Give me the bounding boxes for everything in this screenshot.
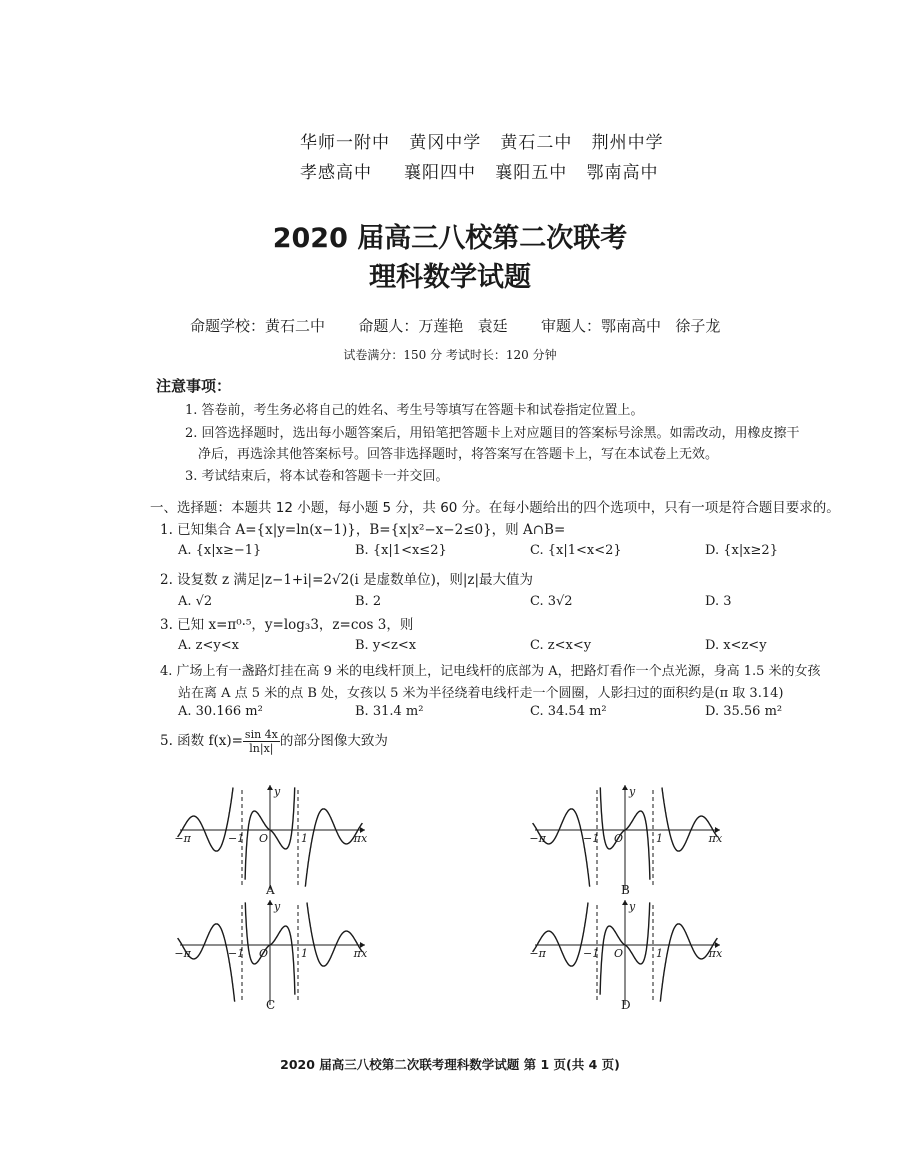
school-row-1: 华师一附中 黄冈中学 黄石二中 荆州中学 [300, 133, 664, 153]
graph-caption: C [266, 998, 276, 1012]
origin-label: O [259, 947, 269, 960]
graph-b [530, 785, 730, 899]
q1-option-d: D. {x|x≥2} [705, 543, 778, 558]
q2-option-c: C. 3√2 [530, 594, 573, 609]
q4-option-d: D. 35.56 m² [705, 704, 783, 719]
q2-option-d: D. 3 [705, 594, 732, 609]
section-heading: 一、选择题：本题共 12 小题，每小题 5 分，共 60 分。在每小题给出的四个选项中，只有一项是符合题目要求的。 [150, 500, 840, 516]
one-label: 1 [656, 947, 663, 960]
graph-caption: B [621, 883, 630, 897]
q5-suffix: 的部分图像大致为 [279, 733, 388, 749]
notice-heading: 注意事项： [156, 377, 232, 395]
q4-option-a: A. 30.166 m² [178, 704, 263, 719]
graph-c [175, 900, 375, 1014]
graph-caption: A [266, 883, 275, 897]
x-axis-label: x [361, 832, 368, 845]
exam-subtitle: 理科数学试题 [369, 262, 531, 293]
q5-prefix: 5. 函数 f(x)= [160, 733, 243, 749]
y-arrow-icon [622, 900, 628, 905]
q3-option-d: D. x<z<y [705, 638, 767, 653]
y-axis-label: y [629, 900, 636, 913]
y-arrow-icon [267, 785, 273, 790]
school-row-2: 孝感高中 襄阳四中 襄阳五中 鄂南高中 [300, 163, 659, 183]
neg-pi-label: −π [529, 832, 546, 845]
q1-option-a: A. {x|x≥−1} [178, 543, 262, 558]
exam-meta: 试卷满分：150 分 考试时长：120 分钟 [343, 348, 557, 362]
neg-one-label: −1 [228, 832, 245, 845]
one-label: 1 [656, 832, 663, 845]
question-4-stem-line1: 4. 广场上有一盏路灯挂在高 9 米的电线杆顶上，记电线杆的底部为 A，把路灯看作一个点光源，身高 1.5 米的女孩 [160, 664, 821, 679]
neg-one-label: −1 [228, 947, 245, 960]
graph-svg [530, 900, 730, 1010]
pi-label: π [353, 832, 361, 845]
notice-item-3: 3. 考试结束后，将本试卷和答题卡一并交回。 [185, 469, 449, 484]
y-axis-label: y [274, 900, 281, 913]
graph-svg [175, 785, 375, 895]
graph-svg [175, 900, 375, 1010]
question-3-stem: 3. 已知 x=π⁰·⁵，y=log₃3，z=cos 3，则 [160, 617, 414, 633]
q4-option-b: B. 31.4 m² [355, 704, 424, 719]
origin-label: O [259, 832, 269, 845]
exam-title: 2020 届高三八校第二次联考 [272, 223, 628, 254]
origin-label: O [614, 832, 624, 845]
one-label: 1 [301, 947, 308, 960]
x-axis-label: x [716, 947, 723, 960]
x-axis-label: x [361, 947, 368, 960]
graph-caption: D [621, 998, 631, 1012]
neg-one-label: −1 [583, 832, 600, 845]
graph-svg [530, 785, 730, 895]
q3-option-a: A. z<y<x [178, 638, 239, 653]
y-arrow-icon [267, 900, 273, 905]
q3-option-b: B. y<z<x [355, 638, 417, 653]
neg-pi-label: −π [529, 947, 546, 960]
page-footer: 2020 届高三八校第二次联考理科数学试题 第 1 页(共 4 页) [280, 1057, 620, 1072]
question-2-stem: 2. 设复数 z 满足|z−1+i|=2√2(i 是虚数单位)，则|z|最大值为 [160, 572, 534, 588]
notice-item-1: 1. 答卷前，考生务必将自己的姓名、考生号等填写在答题卡和试卷指定位置上。 [185, 403, 644, 418]
q2-option-a: A. √2 [178, 594, 213, 609]
q1-option-b: B. {x|1<x≤2} [355, 543, 447, 558]
pi-label: π [708, 832, 716, 845]
neg-pi-label: −π [174, 832, 191, 845]
q2-option-b: B. 2 [355, 594, 382, 609]
one-label: 1 [301, 832, 308, 845]
y-arrow-icon [622, 785, 628, 790]
question-1-stem: 1. 已知集合 A={x|y=ln(x−1)}，B={x|x²−x−2≤0}，则 A∩B= [160, 522, 566, 538]
y-axis-label: y [274, 785, 281, 798]
graph-d [530, 900, 730, 1014]
q3-option-c: C. z<x<y [530, 638, 592, 653]
question-5-stem [160, 728, 388, 755]
neg-pi-label: −π [174, 947, 191, 960]
question-4-stem-line2: 站在离 A 点 5 米的点 B 处，女孩以 5 米为半径绕着电线杆走一个圆圈，人影扫过的面积约是(π 取 3.14) [178, 686, 784, 701]
q1-option-c: C. {x|1<x<2} [530, 543, 622, 558]
pi-label: π [353, 947, 361, 960]
q5-fraction-den: ln|x| [249, 742, 274, 755]
school-list [300, 128, 740, 188]
q4-option-c: C. 34.54 m² [530, 704, 607, 719]
notice-item-2-cont: 净后，再选涂其他答案标号。回答非选择题时，将答案写在答题卡上，写在本试卷上无效。 [198, 447, 719, 462]
authors-line: 命题学校：黄石二中 命题人：万莲艳 袁廷 审题人：鄂南高中 徐子龙 [190, 317, 721, 335]
x-axis-label: x [716, 832, 723, 845]
graph-a [175, 785, 375, 899]
notice-item-2: 2. 回答选择题时，选出每小题答案后，用铅笔把答题卡上对应题目的答案标号涂黑。如需改动，用橡皮擦干 [185, 426, 800, 441]
neg-one-label: −1 [583, 947, 600, 960]
q5-fraction-num: sin 4x [244, 728, 278, 741]
origin-label: O [614, 947, 624, 960]
q5-fraction [243, 728, 280, 755]
y-axis-label: y [629, 785, 636, 798]
pi-label: π [708, 947, 716, 960]
